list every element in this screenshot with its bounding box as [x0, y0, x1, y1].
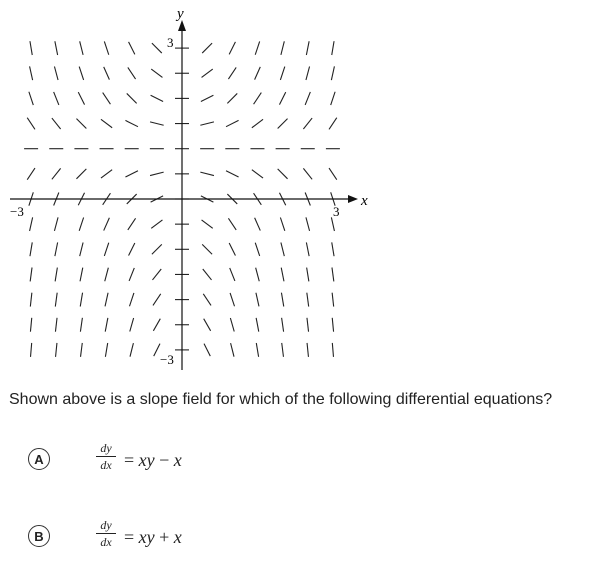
slope-segment — [129, 42, 135, 55]
slope-segment — [226, 120, 239, 126]
slope-segment — [282, 318, 284, 332]
slope-segment — [150, 122, 164, 125]
slope-segment — [282, 343, 284, 357]
choice-b-derivative — [94, 518, 118, 549]
slope-segment — [306, 41, 309, 55]
slope-segment — [230, 293, 234, 306]
slope-segment — [230, 318, 234, 331]
slope-segment — [255, 243, 259, 256]
slope-segment — [54, 92, 59, 105]
y-min-label: −3 — [160, 352, 174, 367]
slope-segment — [305, 92, 310, 105]
question-text: Shown above is a slope field for which of the following differential equations? — [9, 391, 553, 408]
choice-a-operator: − — [159, 450, 170, 470]
equals-sign: = — [124, 450, 139, 470]
choice-b-term: x — [173, 527, 182, 547]
slope-segment — [200, 122, 214, 125]
equals-sign: = — [124, 527, 139, 547]
choice-a-numerator: dy — [100, 441, 112, 455]
slope-segment — [230, 268, 235, 281]
choice-b-expr: xy — [138, 527, 155, 547]
slope-segment — [152, 244, 162, 254]
slope-segment — [281, 41, 284, 55]
slope-segment — [79, 218, 83, 231]
slope-segment — [55, 318, 57, 332]
slope-segment — [30, 268, 32, 282]
choice-a[interactable] — [0, 434, 614, 484]
slope-segment — [227, 93, 237, 103]
slope-segment — [280, 67, 284, 80]
fraction-bar — [96, 456, 116, 457]
slope-segment — [281, 293, 283, 307]
slope-segment — [101, 119, 112, 127]
slope-segment — [80, 268, 83, 282]
slope-segment — [103, 93, 111, 105]
slope-segment — [229, 243, 235, 256]
slope-segment — [303, 168, 312, 179]
slope-segment — [80, 293, 82, 307]
slope-segment — [332, 268, 334, 282]
choice-a-expr: xy — [138, 450, 155, 470]
slope-segment — [203, 269, 212, 280]
slope-segment — [228, 67, 236, 79]
slope-segment — [27, 118, 35, 130]
slope-segment — [306, 66, 310, 80]
slope-segment — [153, 319, 160, 331]
fraction-bar — [96, 533, 116, 534]
slope-segment — [279, 92, 285, 105]
slope-segment — [256, 343, 258, 357]
slope-segment — [332, 41, 334, 55]
slope-segment — [30, 318, 31, 332]
slope-segment — [54, 217, 58, 231]
slope-segment — [56, 343, 57, 357]
slope-segment — [55, 293, 57, 307]
slope-segment — [202, 220, 213, 228]
slope-segment — [55, 242, 58, 256]
slope-segment — [80, 243, 83, 257]
slope-segment — [255, 41, 259, 54]
slope-segment — [306, 242, 309, 256]
slope-segment — [303, 118, 312, 129]
x-axis-label: x — [361, 193, 368, 209]
slope-segment — [200, 172, 214, 175]
slope-segment — [278, 119, 288, 129]
slope-segment — [129, 243, 135, 256]
slope-segment — [105, 293, 108, 307]
slope-segment — [255, 67, 261, 80]
slope-segment — [152, 269, 161, 280]
slope-segment — [307, 293, 309, 307]
slope-segment — [104, 67, 110, 80]
slope-segment — [229, 42, 235, 55]
slope-segment — [281, 268, 284, 282]
slope-segment — [130, 318, 134, 331]
choice-a-term: x — [173, 450, 182, 470]
slope-segment — [202, 43, 212, 53]
slope-segment — [81, 343, 83, 357]
slope-segment — [255, 218, 261, 231]
slope-segment — [332, 343, 333, 357]
slope-segment — [204, 344, 210, 357]
slope-segment — [30, 41, 32, 55]
slope-segment — [129, 268, 134, 281]
slope-segment — [307, 343, 308, 357]
choice-a-marker[interactable]: A — [28, 448, 50, 470]
slope-segment — [105, 318, 108, 332]
slope-segment — [331, 92, 335, 105]
x-min-label: −3 — [10, 204, 24, 219]
slope-segment — [52, 118, 61, 129]
slope-segment — [307, 268, 309, 282]
choice-b-operator: + — [159, 527, 170, 547]
slope-segment — [128, 67, 136, 79]
slope-segment — [76, 169, 86, 179]
slope-segment — [104, 41, 108, 54]
slope-segment — [30, 293, 32, 307]
choice-a-derivative — [94, 441, 118, 472]
choice-b-numerator: dy — [100, 518, 112, 532]
slope-segment — [201, 95, 214, 101]
slope-segment — [202, 69, 213, 77]
slope-segment — [31, 343, 32, 357]
slope-segment — [151, 69, 162, 77]
slope-segment — [332, 242, 334, 256]
slope-segment — [256, 293, 259, 307]
choice-b[interactable] — [0, 511, 614, 561]
slope-segment — [30, 242, 32, 256]
slope-segment — [331, 217, 334, 231]
slope-segment — [256, 268, 260, 282]
y-max-label: 3 — [167, 35, 174, 50]
slope-segment — [129, 293, 133, 306]
slope-segment — [80, 41, 83, 55]
slope-segment — [29, 92, 33, 105]
slope-segment — [332, 318, 333, 332]
x-max-label: 3 — [333, 204, 340, 219]
slope-segment — [80, 318, 82, 332]
slope-segment — [27, 168, 35, 180]
slope-segment — [150, 172, 164, 175]
y-axis-label: y — [177, 6, 184, 22]
slope-segment — [329, 118, 337, 130]
x-axis-arrow — [348, 195, 358, 203]
slope-segment — [226, 171, 239, 177]
slope-segment — [280, 218, 284, 231]
slope-segment — [55, 41, 58, 55]
slope-segment — [278, 169, 288, 179]
slope-segment — [54, 66, 58, 80]
slope-segment — [331, 66, 334, 80]
choice-b-denominator: dx — [100, 535, 112, 549]
slope-segment — [105, 268, 109, 282]
slope-segment — [256, 318, 259, 332]
slope-segment — [306, 217, 310, 231]
slope-segment — [52, 168, 61, 179]
slope-segment — [231, 343, 234, 357]
slope-segment — [152, 43, 162, 53]
slope-segment — [127, 93, 137, 103]
slope-segment — [252, 170, 263, 178]
slope-segment — [228, 218, 236, 230]
slope-segment — [332, 293, 334, 307]
slope-segment — [281, 243, 284, 257]
slope-segment — [153, 294, 161, 306]
slope-segment — [101, 170, 112, 178]
slope-segment — [78, 92, 84, 105]
slope-segment — [30, 217, 33, 231]
slope-segment — [252, 119, 263, 127]
slope-segment — [151, 220, 162, 228]
choice-a-rhs — [124, 450, 182, 471]
slope-segment — [254, 93, 262, 105]
slope-segment — [55, 268, 57, 282]
slope-segment — [128, 218, 136, 230]
slope-segment — [125, 120, 138, 126]
slope-segment — [30, 66, 33, 80]
choice-b-marker[interactable]: B — [28, 525, 50, 547]
slope-segment — [104, 218, 110, 231]
choice-b-rhs — [124, 527, 182, 548]
slope-segment — [104, 243, 108, 256]
slope-segment — [125, 171, 138, 177]
slope-segment — [203, 294, 211, 306]
slope-segment — [130, 343, 133, 357]
slope-segment — [151, 95, 164, 101]
slope-segment — [204, 319, 211, 331]
choice-a-denominator: dx — [100, 458, 112, 472]
slope-segment — [307, 318, 309, 332]
slope-segment — [202, 244, 212, 254]
slope-segment — [329, 168, 337, 180]
slope-segment — [79, 67, 83, 80]
slope-segment — [76, 119, 86, 129]
slope-segment — [105, 343, 107, 357]
